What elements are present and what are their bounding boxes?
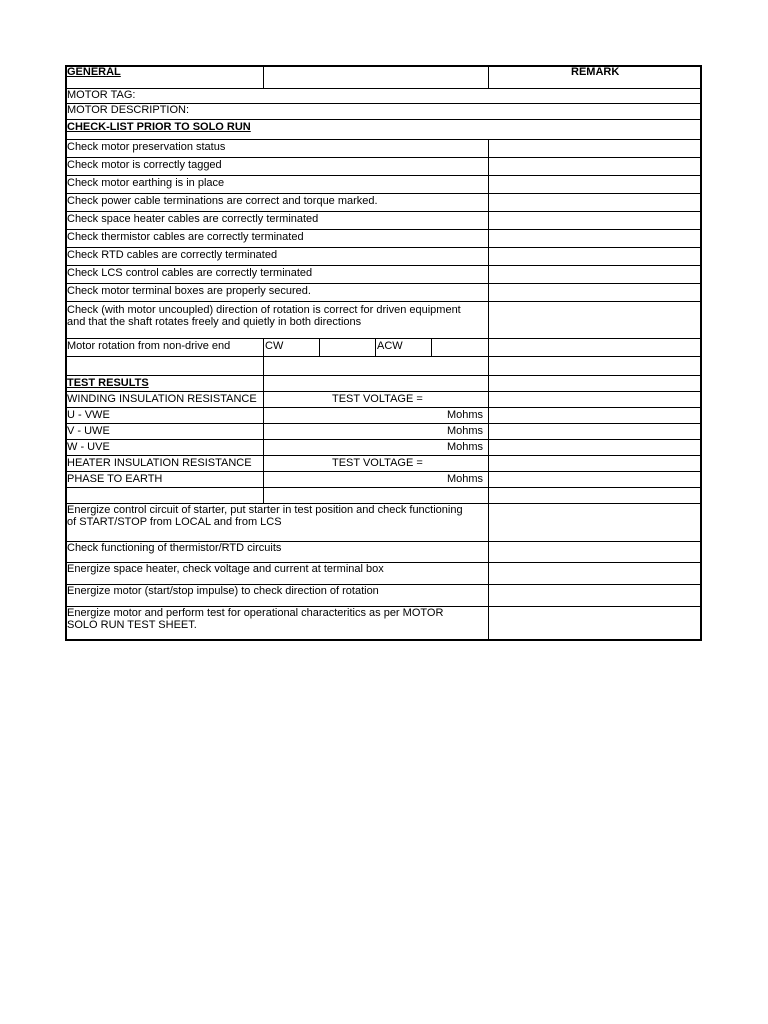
checklist-title: CHECK-LIST PRIOR TO SOLO RUN [67,121,251,133]
phase-unit: Mohms [447,409,484,421]
checklist-item: Check motor is correctly tagged [67,159,222,171]
checklist-item: Check thermistor cables are correctly terminated [67,231,304,243]
grid-line-h [65,193,702,194]
grid-line-h [65,471,702,472]
grid-line-v [488,338,489,357]
checklist-item: Check motor earthing is in place [67,177,225,189]
motor-tag-label: MOTOR TAG: [67,89,136,101]
grid-line-h [65,119,702,120]
grid-line-h [65,356,702,357]
grid-line-h [65,139,702,140]
grid-line-h [65,157,702,158]
grid-line-h [65,211,702,212]
grid-line-h [65,391,702,392]
checklist-item: Check RTD cables are correctly terminated [67,249,278,261]
energize-item: Energize control circuit of starter, put starter in test position and check functioning of START/STOP from LOCAL and from LCS [67,504,463,528]
grid-line-v [263,356,264,504]
motor-description-label: MOTOR DESCRIPTION: [67,104,190,116]
heater-insulation-label: HEATER INSULATION RESISTANCE [67,457,252,469]
rotation-cw-label: CW [265,340,284,352]
grid-line-h [65,407,702,408]
checklist-item: Check power cable terminations are correct and torque marked. [67,195,378,207]
grid-line-h [65,229,702,230]
winding-test-voltage-label: TEST VOLTAGE = [332,393,423,405]
grid-line-v [488,503,489,641]
grid-line-v [700,65,702,641]
grid-line-v [488,65,489,89]
grid-line-v [319,338,320,357]
grid-line-h [65,423,702,424]
grid-line-v [488,356,489,504]
rotation-acw-label: ACW [377,340,403,352]
grid-line-h [65,88,702,89]
phase-label: V - UWE [67,425,110,437]
checklist-item: Check space heater cables are correctly terminated [67,213,319,225]
grid-line-h [65,639,702,641]
grid-line-h [65,338,702,339]
checklist-item: Check LCS control cables are correctly terminated [67,267,313,279]
winding-insulation-label: WINDING INSULATION RESISTANCE [67,393,257,405]
heater-test-voltage-label: TEST VOLTAGE = [332,457,423,469]
phase-unit: Mohms [447,425,484,437]
grid-line-v [488,139,489,339]
phase-earth-label: PHASE TO EARTH [67,473,163,485]
phase-unit: Mohms [447,441,484,453]
energize-item: Energize motor (start/stop impulse) to check direction of rotation [67,585,379,597]
grid-line-h [65,265,702,266]
phase-label: U - VWE [67,409,110,421]
energize-item: Energize motor and perform test for operational characteritics as per MOTOR SOLO RUN TEST SHEET. [67,607,444,631]
general-heading: GENERAL [67,66,121,78]
checklist-item: Check (with motor uncoupled) direction of rotation is correct for driven equipment and that the shaft rotates freely and quietly in both directions [67,304,461,328]
grid-line-h [65,439,702,440]
grid-line-h [65,487,702,488]
grid-line-h [65,247,702,248]
remark-heading: REMARK [571,66,620,78]
test-results-title: TEST RESULTS [67,377,149,389]
grid-line-v [431,338,432,357]
energize-item: Check functioning of thermistor/RTD circuits [67,542,282,554]
grid-line-v [263,338,264,357]
grid-line-h [65,375,702,376]
grid-line-h [65,283,702,284]
rotation-label: Motor rotation from non-drive end [67,340,231,352]
energize-item: Energize space heater, check voltage and current at terminal box [67,563,384,575]
phase-label: W - UVE [67,441,110,453]
checklist-sheet [65,65,702,641]
phase-earth-unit: Mohms [447,473,484,485]
checklist-item: Check motor preservation status [67,141,226,153]
grid-line-h [65,455,702,456]
grid-line-h [65,301,702,302]
grid-line-v [263,65,264,89]
grid-line-h [65,175,702,176]
grid-line-v [375,338,376,357]
checklist-item: Check motor terminal boxes are properly secured. [67,285,311,297]
